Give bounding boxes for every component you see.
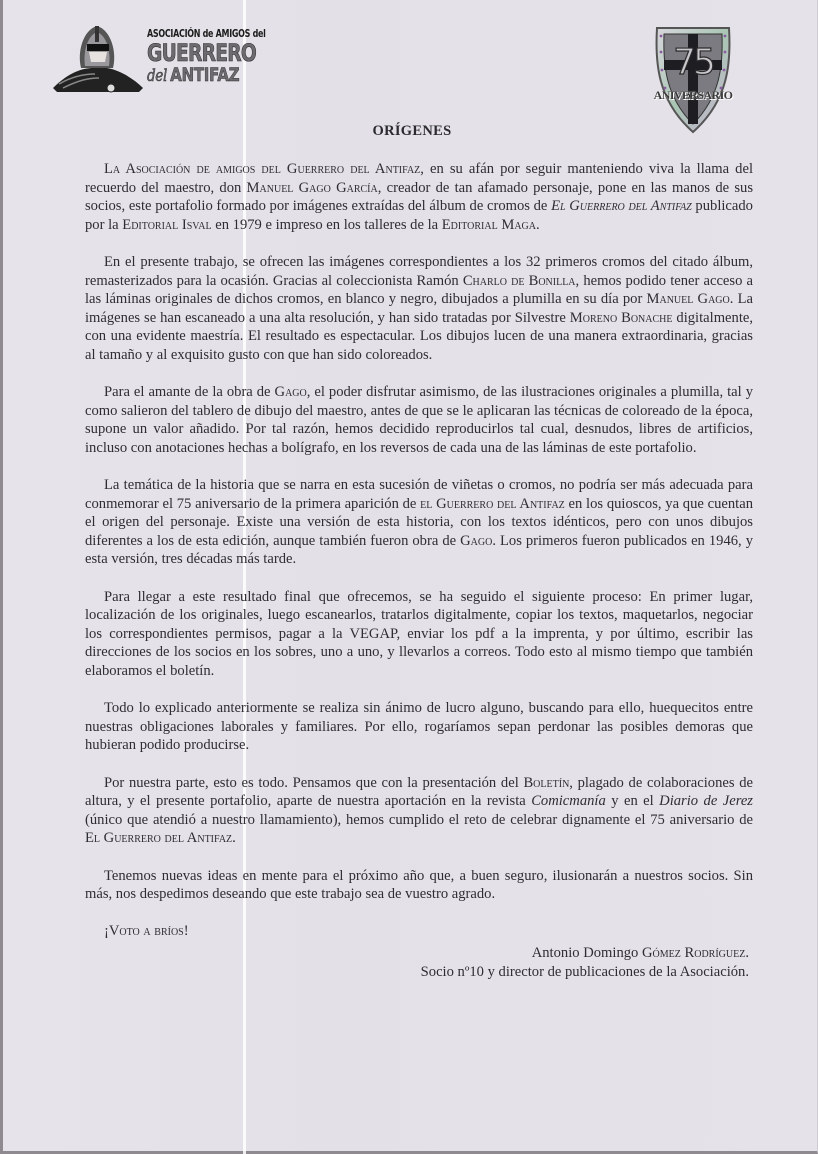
text-span: , plagado de colaboraciones de altura, y el presente portafolio, aparte de nuestra aportación en la revista <box>85 774 753 810</box>
text-span: . Los primeros fueron publicados en 1946, y esta versión, tres décadas más tarde. <box>85 532 753 568</box>
paragraph-2 <box>85 253 753 365</box>
text-span: digitalmente, con una evidente maestría. El resultado es espectacular. Los dibujos lucen de una manera extraordinaria, gracias al tamaño y al exquisito gusto con que han sido coloreados. <box>85 309 753 363</box>
text-span: y en el <box>605 793 660 810</box>
logo-line-antifaz <box>147 64 240 86</box>
text-span: El Guerrero del Antifaz <box>551 198 692 215</box>
document-body <box>85 160 753 960</box>
masked-warrior-icon <box>49 22 145 96</box>
text-span: en 1979 e impreso en los talleres de la <box>211 216 442 233</box>
text-span: , en su afán por seguir manteniendo viva la llama del recuerdo del maestro, don <box>85 161 754 196</box>
text-span: (único que atendió a nuestro llamamiento), hemos cumplido el reto de celebrar dignamente el 75 aniversario de <box>85 811 753 828</box>
text-span: Gago <box>460 532 493 549</box>
logo-antifaz: ANTIFAZ <box>170 64 240 86</box>
text-span: . <box>536 216 540 233</box>
text-span: Manuel Gago García <box>246 179 378 196</box>
text-span: Gómez Rodríguez <box>641 945 746 961</box>
paragraph-4 <box>85 476 753 569</box>
text-span: , el poder disfrutar asimismo, de las ilustraciones originales a plumilla, tal y como salieron del tablero de dibujo del maestro, antes de que se le aplicaran las técnicas de coloreado de la época, supone un valor añadido. Por tal razón, hemos decidido reproducirlos tal cual, desnudos, libres de artificios, incluso con anotaciones hechas a bolígrafo, en los reversos de cada una de las láminas de este portafolio. <box>85 384 753 456</box>
paragraph-8: Tenemos nuevas ideas en mente para el próximo año que, a buen seguro, ilusionarán a nuestros socios. Sin más, nos despedimos deseando que este trabajo sea de vuestro agrado. <box>85 867 753 903</box>
text-span: Gago <box>274 384 307 401</box>
text-span: Boletín <box>523 774 570 791</box>
paragraph-1 <box>85 160 753 234</box>
closing-exclamation: ¡Voto a bríos! <box>104 923 189 940</box>
paragraph-6: Todo lo explicado anteriormente se realiza sin ánimo de lucro alguno, buscando para ello, huequecitos entre nuestras obligaciones laborales y familiares. Por ello, rogaríamos sepan perdonar las posibles demoras que hubieran podido producirse. <box>85 700 753 754</box>
paragraph-7 <box>85 774 753 848</box>
text-span: Editorial Isval <box>122 216 212 233</box>
text-span: Editorial Maga <box>441 216 537 233</box>
text-span: en los quioscos, ya que cuentan el origen del personaje. Existe una versión de esta historia, con los textos idénticos, pero con unos dibujos diferentes a los de esta edición, aunque también fueron obra de <box>85 495 753 549</box>
paragraph-5: Para llegar a este resultado final que ofrecemos, se ha seguido el siguiente proceso: En primer lugar, localización de los originales, luego escanearlos, tratarlos digitalmente, copiar los textos, maquetarlos, negociar los correspondientes permisos, pagar a la VEGAP, enviar los pdf a la imprenta, y por último, escribir las direcciones de los socios en los sobres, uno a uno, y llevarlos a correos. Todo esto al mismo tiempo que también elaboramos el boletín. <box>85 588 753 680</box>
text-span: La Asociación de amigos del Guerrero del Antifaz <box>104 161 421 177</box>
text-span: Antonio Domingo <box>531 945 642 961</box>
anniversary-number: 75 <box>673 42 713 83</box>
text-span: Diario de Jerez <box>659 793 753 810</box>
anniversary-badge <box>643 22 743 136</box>
association-logo <box>49 22 266 96</box>
text-span: . La imágenes se han escaneado a una alta resolución, y han sido tratadas por Silvestre <box>85 291 753 326</box>
text-span: publicado por la <box>85 198 753 233</box>
text-span: Moreno Bonache <box>569 309 673 326</box>
paragraph-3 <box>85 383 753 457</box>
text-span: En el presente trabajo, se ofrecen las imágenes correspondientes a los 32 primeros cromos del citado álbum, remasterizados para la ocasión. Gracias al coleccionista Ramón <box>85 253 753 289</box>
page-title: ORÍGENES <box>372 123 452 139</box>
text-span: Por nuestra parte, esto es todo. Pensamos que con la presentación del <box>104 774 524 791</box>
text-span: , creador de tan afamado personaje, pone en las manos de sus socios, este portafolio formado por imágenes extraídas del álbum de cromos de <box>85 179 753 215</box>
text-span: Manuel Gago <box>646 291 730 308</box>
text-span: . <box>232 830 236 847</box>
association-logo-text <box>147 28 266 86</box>
text-span: Para el amante de la obra de <box>104 384 275 401</box>
text-span: Charlo de Bonilla <box>462 272 576 289</box>
text-span: el Guerrero del Antifaz <box>420 495 565 512</box>
signature-role: Socio nº10 y director de publicaciones de la Asociación. <box>420 964 749 980</box>
anniversary-label: ANIVERSARIO <box>653 88 733 102</box>
text-span: La temática de la historia que se narra en esta sucesión de viñetas o cromos, no podría ser más adecuada para conmemorar el 75 aniversario de la primera aparición de <box>85 477 753 512</box>
text-span: , hemos podido tener acceso a las láminas originales de dichos cromos, en blanco y negro, dibujados a plumilla en su día por <box>85 272 753 308</box>
logo-line-guerrero: GUERRERO <box>147 39 257 67</box>
text-span: El Guerrero del Antifaz <box>85 830 233 847</box>
text-span: Comicmanía <box>531 793 606 810</box>
logo-line-asociacion: ASOCIACIÓN de AMIGOS del <box>147 28 266 40</box>
signature-name <box>421 944 749 963</box>
text-span: . <box>745 945 749 961</box>
logo-del: del <box>147 66 167 86</box>
signature-block <box>421 944 749 982</box>
